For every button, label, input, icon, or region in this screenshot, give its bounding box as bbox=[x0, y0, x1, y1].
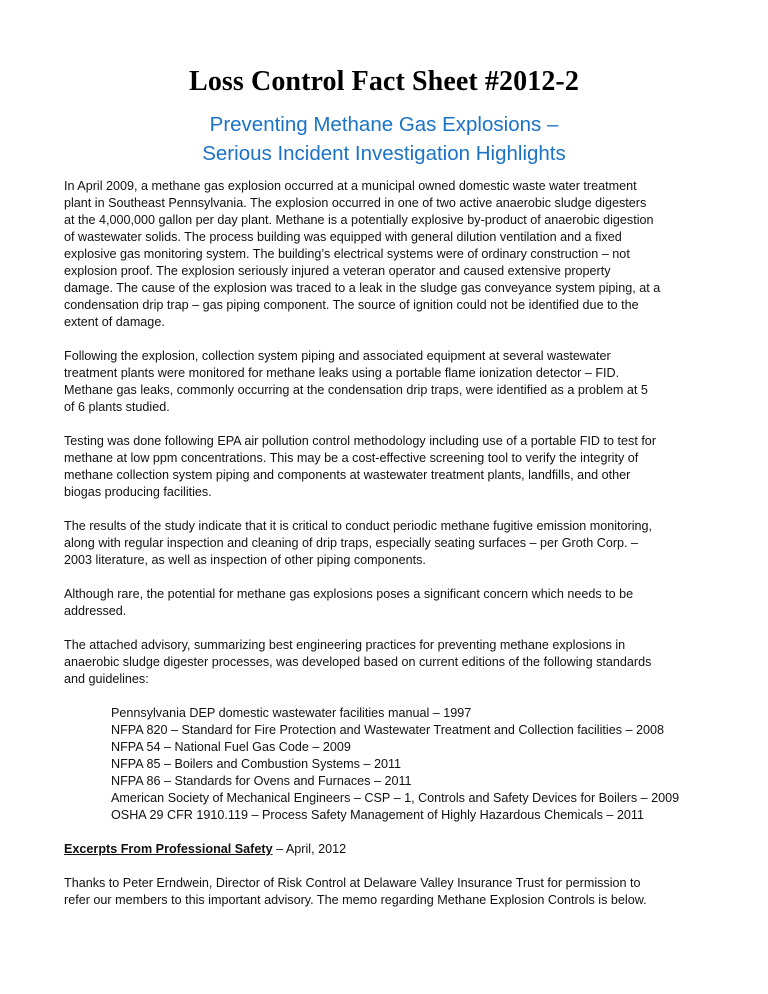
text-line: condensation drip trap – gas piping component. The source of ignition could not be identified due to the bbox=[64, 298, 639, 312]
excerpt-source-title: Excerpts From Professional Safety bbox=[64, 842, 273, 856]
text-line: of 6 plants studied. bbox=[64, 400, 170, 414]
document-body bbox=[64, 178, 724, 926]
paragraph-results bbox=[64, 518, 724, 569]
paragraph-incident bbox=[64, 178, 724, 331]
text-line: biogas producing facilities. bbox=[64, 485, 212, 499]
text-line: treatment plants were monitored for methane leaks using a portable flame ionization detector – FID. bbox=[64, 366, 620, 380]
paragraph-advisory bbox=[64, 637, 724, 688]
subtitle-line-2: Serious Incident Investigation Highlights bbox=[202, 142, 566, 165]
standards-item: NFPA 86 – Standards for Ovens and Furnaces – 2011 bbox=[111, 774, 412, 788]
paragraph-monitoring bbox=[64, 348, 724, 416]
text-line: Testing was done following EPA air pollution control methodology including use of a portable FID to test for bbox=[64, 434, 657, 448]
text-line: The results of the study indicate that it is critical to conduct periodic methane fugitive emission monitoring, bbox=[64, 519, 652, 533]
standards-item: NFPA 85 – Boilers and Combustion Systems – 2011 bbox=[111, 757, 402, 771]
document-title: Loss Control Fact Sheet #2012-2 bbox=[189, 66, 579, 97]
standards-item: American Society of Mechanical Engineers – CSP – 1, Controls and Safety Devices for Boilers – 2009 bbox=[111, 791, 680, 805]
text-line: Methane gas leaks, commonly occurring at the condensation drip traps, were identified as a problem at 5 bbox=[64, 383, 648, 397]
excerpt-date: – April, 2012 bbox=[272, 842, 347, 856]
standards-item: Pennsylvania DEP domestic wastewater facilities manual – 1997 bbox=[111, 706, 472, 720]
document-subtitle bbox=[0, 110, 768, 168]
text-line: methane collection system piping and components at wastewater treatment plants, landfills, and other bbox=[64, 468, 631, 482]
subtitle-line-1: Preventing Methane Gas Explosions – bbox=[209, 113, 559, 136]
text-line: along with regular inspection and cleaning of drip traps, especially seating surfaces – per Groth Corp. – bbox=[64, 536, 639, 550]
text-line: In April 2009, a methane gas explosion occurred at a municipal owned domestic waste water treatment bbox=[64, 179, 637, 193]
text-line: extent of damage. bbox=[64, 315, 165, 329]
text-line: refer our members to this important advisory. The memo regarding Methane Explosion Controls is below. bbox=[64, 893, 647, 907]
paragraph-testing bbox=[64, 433, 724, 501]
standards-item: NFPA 54 – National Fuel Gas Code – 2009 bbox=[111, 740, 351, 754]
standards-list bbox=[64, 705, 724, 824]
text-line: Although rare, the potential for methane gas explosions poses a significant concern which needs to be bbox=[64, 587, 634, 601]
text-line: and guidelines: bbox=[64, 672, 149, 686]
text-line: addressed. bbox=[64, 604, 127, 618]
text-line: The attached advisory, summarizing best engineering practices for preventing methane explosions in bbox=[64, 638, 626, 652]
paragraph-concern bbox=[64, 586, 724, 620]
text-line: at the 4,000,000 gallon per day plant. Methane is a potentially explosive by-product of anaerobic digestion bbox=[64, 213, 654, 227]
text-line: explosion proof. The explosion seriously injured a veteran operator and caused extensive property bbox=[64, 264, 611, 278]
standards-item: OSHA 29 CFR 1910.119 – Process Safety Management of Highly Hazardous Chemicals – 2011 bbox=[111, 808, 644, 822]
text-line: damage. The cause of the explosion was traced to a leak in the sludge gas conveyance system piping, at a bbox=[64, 281, 661, 295]
paragraph-thanks bbox=[64, 875, 724, 909]
text-line: anaerobic sludge digester processes, was developed based on current editions of the following standards bbox=[64, 655, 652, 669]
text-line: of wastewater solids. The process building was equipped with general dilution ventilation and a fixed bbox=[64, 230, 622, 244]
text-line: Following the explosion, collection system piping and associated equipment at several wastewater bbox=[64, 349, 611, 363]
text-line: explosive gas monitoring system. The building’s electrical systems were of ordinary construction – not bbox=[64, 247, 630, 261]
standards-item: NFPA 820 – Standard for Fire Protection and Wastewater Treatment and Collection facilities – 2008 bbox=[111, 723, 665, 737]
text-line: 2003 literature, as well as inspection of other piping components. bbox=[64, 553, 426, 567]
text-line: plant in Southeast Pennsylvania. The explosion occurred in one of two active anaerobic sludge digesters bbox=[64, 196, 647, 210]
text-line: methane at low ppm concentrations. This may be a cost-effective screening tool to verify the integrity of bbox=[64, 451, 639, 465]
excerpt-source bbox=[64, 841, 724, 858]
text-line: Thanks to Peter Erndwein, Director of Risk Control at Delaware Valley Insurance Trust for permission to bbox=[64, 876, 641, 890]
